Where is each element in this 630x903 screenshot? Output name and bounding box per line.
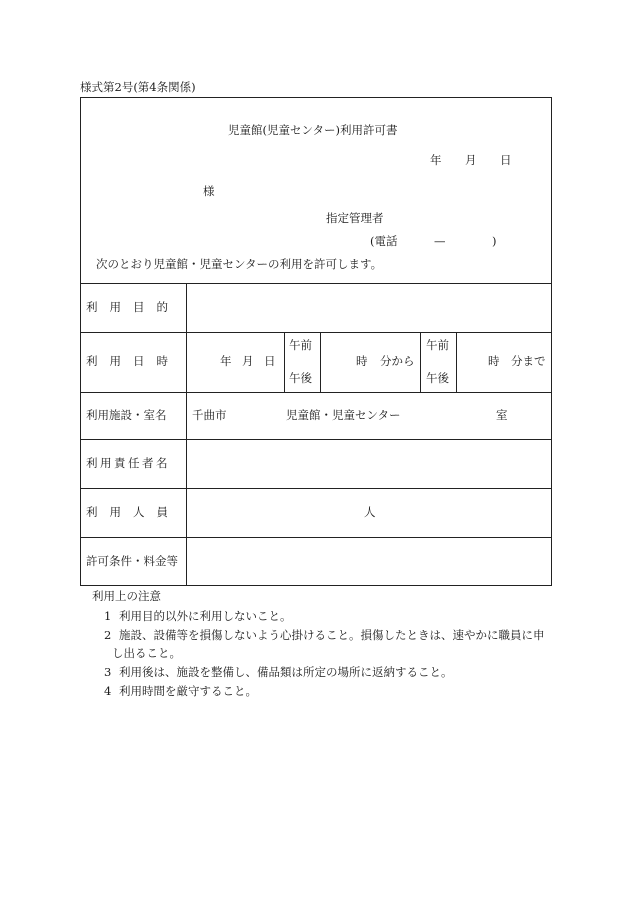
end-pm: 午後 (426, 371, 449, 385)
form-title: 児童館(児童センター)利用許可書 (228, 123, 398, 137)
notes-heading: 利用上の注意 (92, 589, 161, 603)
phone-close: ) (492, 234, 497, 248)
facility-type: 児童館・児童センター (286, 408, 401, 422)
note-number: 3 (104, 665, 112, 679)
label-column-divider (186, 283, 187, 586)
phone-label: (電話 (370, 234, 398, 248)
end-minute: 分まで (511, 354, 546, 368)
start-minute: 分から (380, 354, 415, 368)
note-text: 利用後は、施設を整備し、備品類は所定の場所に返納すること。 (119, 665, 453, 679)
datetime-divider (456, 332, 457, 392)
note-text: 利用目的以外に利用しないこと。 (119, 609, 292, 623)
note-text: 利用時間を厳守すること。 (119, 684, 257, 698)
date-month: 月 (465, 153, 477, 167)
phone-dash: — (434, 234, 446, 248)
row-divider (80, 332, 552, 333)
datetime-divider (284, 332, 285, 392)
recipient-suffix: 様 (203, 184, 215, 198)
facility-label: 利用施設・室名 (86, 408, 167, 422)
people-unit: 人 (364, 505, 376, 519)
note-text: 施設、設備等を損傷しないよう心掛けること。損傷したときは、速やかに職員に申 (119, 628, 545, 642)
row-divider (80, 537, 552, 538)
conditions-label: 許可条件・料金等 (86, 554, 178, 568)
use-date-year: 年 (220, 354, 232, 368)
end-hour: 時 (488, 354, 500, 368)
form-number: 様式第2号(第4条関係) (80, 80, 196, 94)
note-number: 1 (104, 609, 112, 623)
note-text-continuation: し出ること。 (112, 646, 181, 660)
date-day: 日 (500, 153, 512, 167)
start-pm: 午後 (289, 371, 312, 385)
use-date-month: 月 (242, 354, 254, 368)
start-am: 午前 (289, 338, 312, 352)
note-number: 4 (104, 684, 112, 698)
datetime-divider (320, 332, 321, 392)
end-am: 午前 (426, 338, 449, 352)
issuer-title: 指定管理者 (326, 211, 384, 225)
note-number: 2 (104, 628, 112, 642)
responsible-label: 利用責任者名 (86, 456, 170, 470)
datetime-label: 利用日時 (86, 354, 180, 368)
use-date-day: 日 (264, 354, 276, 368)
start-hour: 時 (356, 354, 368, 368)
purpose-label: 利用目的 (86, 300, 180, 314)
people-label: 利用人員 (86, 505, 180, 519)
row-divider (80, 392, 552, 393)
facility-room: 室 (496, 408, 508, 422)
row-divider (80, 488, 552, 489)
datetime-divider (420, 332, 421, 392)
row-divider (80, 283, 552, 284)
permit-statement: 次のとおり児童館・児童センターの利用を許可します。 (96, 257, 383, 271)
row-divider (80, 439, 552, 440)
date-year: 年 (430, 153, 442, 167)
facility-city: 千曲市 (192, 408, 227, 422)
